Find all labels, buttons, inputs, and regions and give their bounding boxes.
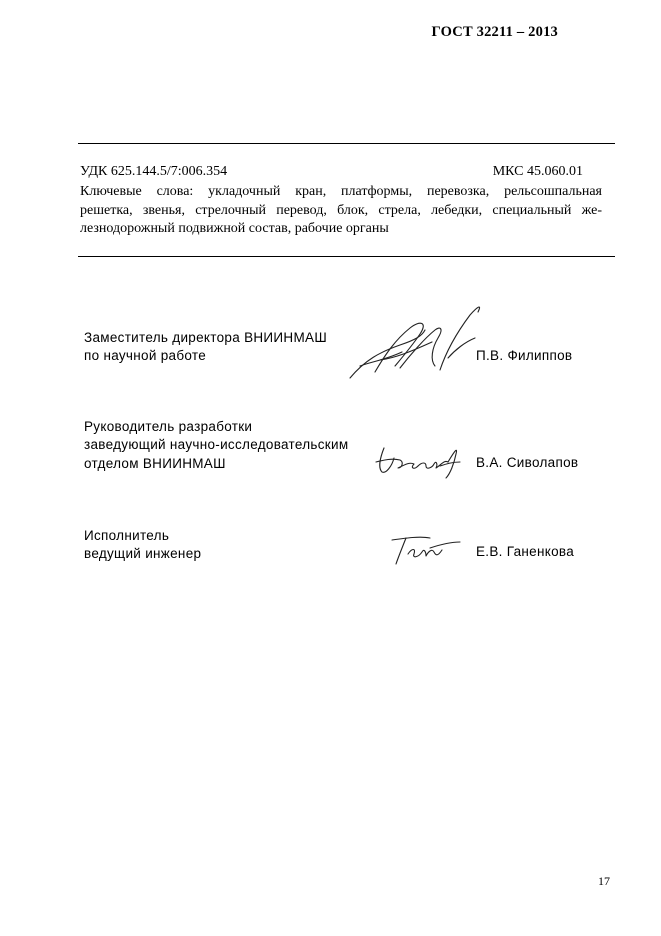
document-header: ГОСТ 32211 – 2013 [431,24,558,40]
signatory-name: П.В. Филиппов [476,348,573,363]
udk-code: УДК 625.144.5/7:006.354 [80,164,228,179]
page-number: 17 [598,874,610,888]
keywords-line: Ключевые слова: укладочный кран, платформы, перевозка, рельсошпальная [80,184,602,199]
signatory-title-line: заведующий научно-исследовательским [84,437,349,453]
signatory-title-line: Заместитель директора ВНИИНМАШ [84,330,328,345]
bottom-rule [78,256,615,257]
signatory-title-line: ведущий инженер [84,546,202,562]
keywords-line: лезнодорожный подвижной состав, рабочие органы [80,221,389,237]
signatory-name: В.А. Сиволапов [476,455,579,470]
keywords-block [80,183,602,239]
signature-image [340,300,500,385]
signatory-title-line: Руководитель разработки [84,419,253,434]
top-rule [78,143,615,144]
signature-image [370,440,470,480]
signature-image [386,530,466,570]
signatory-title [84,418,348,473]
mks-code: МКС 45.060.01 [492,164,583,179]
signatory-name: Е.В. Ганенкова [476,544,575,559]
signatory-title-line: по научной работе [84,348,207,364]
signatory-title [84,329,327,366]
signatory-title [84,527,201,564]
signatory-title-line: отделом ВНИИНМАШ [84,455,226,471]
signatory-title-line: Исполнитель [84,528,170,543]
keywords-line: решетка, звенья, стрелочный перевод, блок, стрела, лебедки, специальный же- [80,202,602,218]
